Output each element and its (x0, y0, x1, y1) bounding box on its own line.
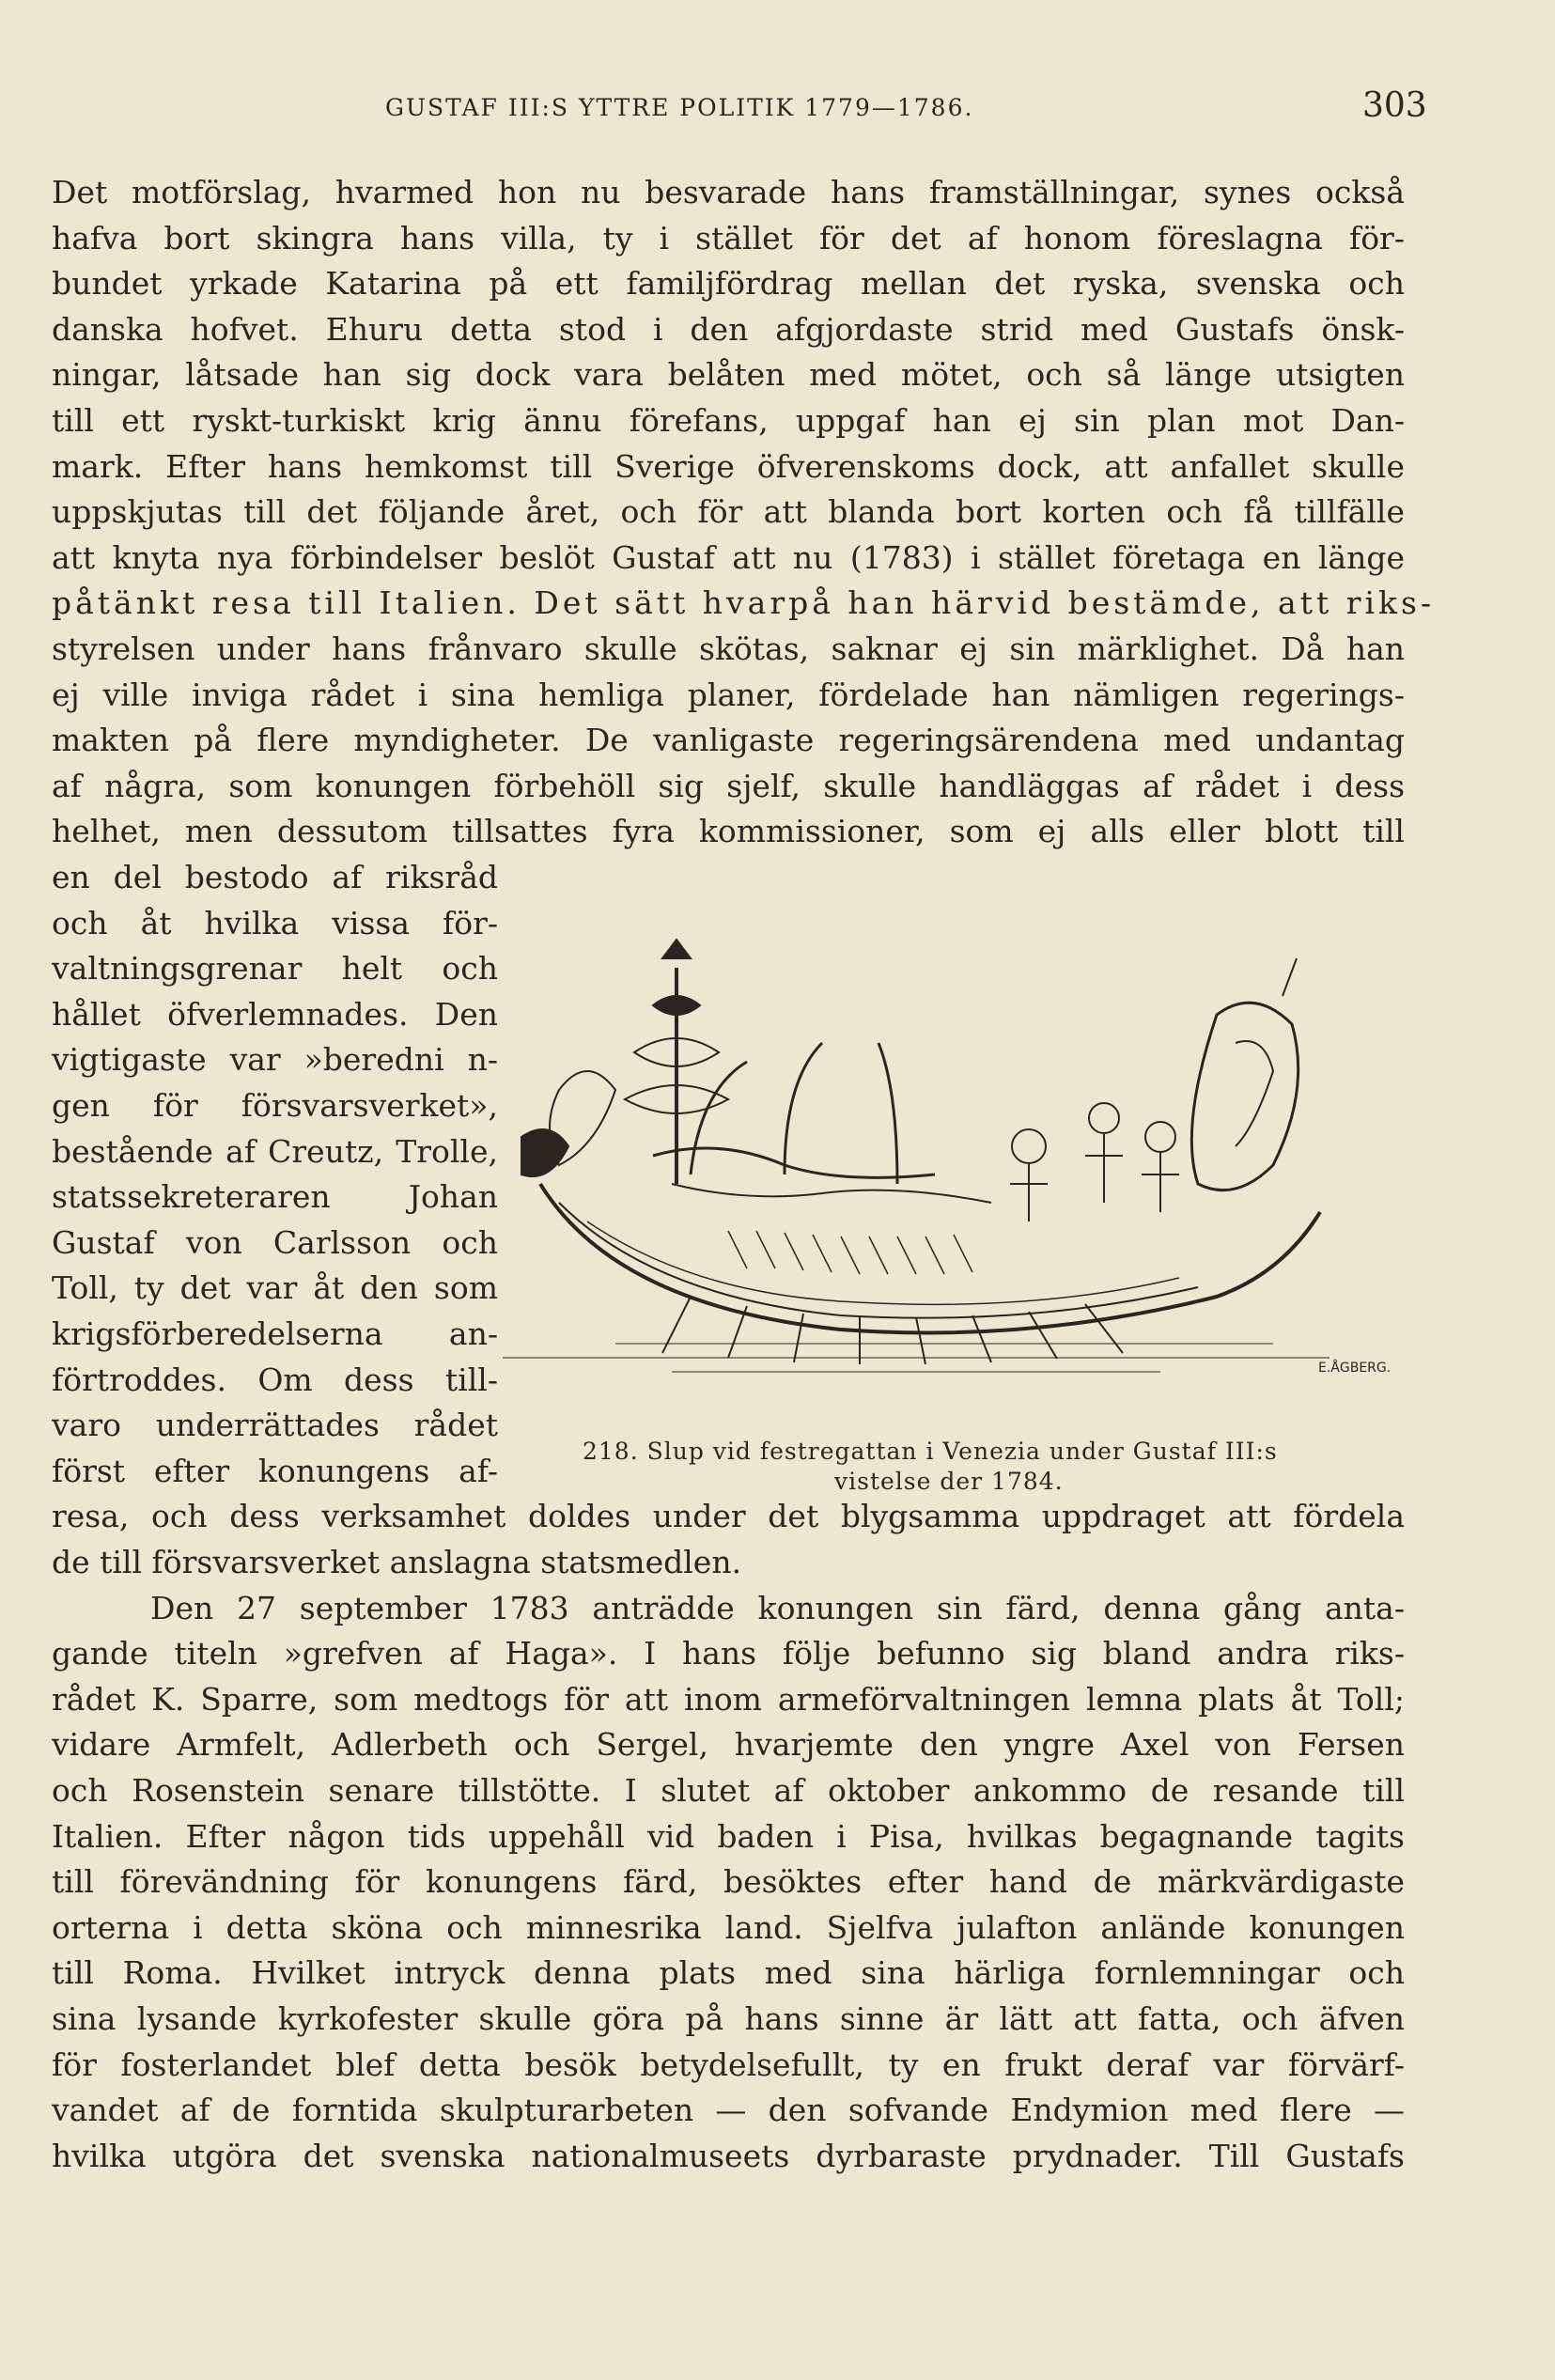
page-number: 303 (1362, 86, 1427, 125)
text-line: vigtigaste var »beredni n- (52, 1041, 498, 1079)
text-line: helhet, men dessutom tillsattes fyra kommissioner, som ej alls eller blott till (52, 813, 1405, 850)
text-line: uppskjutas till det följande året, och för att blanda bort korten och få tillfälle (52, 493, 1405, 531)
text-line: bestående af Creutz, Trolle, (52, 1132, 498, 1170)
text-line: att knyta nya förbindelser beslöt Gustaf att nu (1783) i stället företaga en länge (52, 538, 1405, 576)
text-line: hvilka utgöra det svenska nationalmuseets dyrbaraste prydnader. Till Gustafs (52, 2137, 1405, 2174)
text-line: gande titeln »grefven af Haga». I hans följe befunno sig bland andra riks- (52, 1635, 1405, 1672)
text-line: resa, och dess verksamhet doldes under det blygsamma uppdraget att fördela (52, 1498, 1405, 1535)
text-line: ej ville inviga rådet i sina hemliga planer, fördelade han nämligen regerings- (52, 676, 1405, 713)
text-line: förtroddes. Om dess till- (52, 1361, 498, 1398)
text-line: och Rosenstein senare tillstötte. I slutet af oktober ankommo de resande till (52, 1772, 1405, 1809)
text-line: först efter konungens af- (52, 1452, 498, 1489)
text-line: Den 27 september 1783 anträdde konungen sin färd, denna gång anta- (150, 1589, 1405, 1626)
text-line: till förevändning för konungens färd, besöktes efter hand de märkvärdigaste (52, 1863, 1405, 1901)
text-line: påtänkt resa till Italien. Det sätt hvarpå han härvid bestämde, att riks- (52, 584, 1436, 622)
text-line: Toll, ty det var åt den som (52, 1269, 498, 1307)
text-line: krigsförberedelserna an- (52, 1315, 498, 1352)
text-line: till Roma. Hvilket intryck denna plats med sina härliga fornlemningar och (52, 1954, 1405, 1992)
text-line: Italien. Efter någon tids uppehåll vid baden i Pisa, hvilkas begagnande tagits (52, 1817, 1405, 1855)
text-line: sina lysande kyrkofester skulle göra på hans sinne är lätt att fatta, och äfven (52, 2000, 1405, 2037)
text-line: statssekreteraren Johan (52, 1178, 498, 1216)
text-line: makten på flere myndigheter. De vanligaste regeringsärendena med undantag (52, 722, 1405, 759)
figure-caption-line2: vistelse der 1784. (834, 1468, 1064, 1495)
text-line: ningar, låtsade han sig dock vara belåten med mötet, och så länge utsigten (52, 356, 1405, 394)
text-line: en del bestodo af riksråd (52, 859, 498, 895)
text-line: styrelsen under hans frånvaro skulle skötas, saknar ej sin märklighet. Då han (52, 630, 1405, 667)
text-line: och åt hvilka vissa för- (52, 904, 498, 941)
text-line: Gustaf von Carlsson och (52, 1223, 498, 1261)
figure-caption-line1: 218. Slup vid festregattan i Venezia under Gustaf III:s (583, 1438, 1278, 1465)
text-line: för fosterlandet blef detta besök betydelsefullt, ty en frukt deraf var förvärf- (52, 2046, 1405, 2083)
text-line: de till försvarsverket anslagna statsmedlen. (52, 1544, 742, 1580)
text-line: orterna i detta sköna och minnesrika land. Sjelfva julafton anlände konungen (52, 1908, 1405, 1946)
text-line: vandet af de forntida skulpturarbeten — den sofvande Endymion med flere — (52, 2092, 1405, 2129)
text-line: gen för försvarsverket», (52, 1087, 498, 1124)
text-line: af några, som konungen förbehöll sig sjelf, skulle handläggas af rådet i dess (52, 767, 1405, 804)
text-line: vidare Armfelt, Adlerbeth och Sergel, hvarjemte den yngre Axel von Fersen (52, 1726, 1405, 1764)
boat-engraving (503, 902, 1392, 1381)
text-line: varo underrättades rådet (52, 1407, 498, 1444)
running-head: GUSTAF III:S YTTRE POLITIK 1779—1786. (385, 94, 974, 121)
engraver-signature: E.ÅGBERG. (1318, 1361, 1392, 1376)
text-line: danska hofvet. Ehuru detta stod i den afgjordaste strid med Gustafs önsk- (52, 310, 1405, 348)
text-line: hafva bort skingra hans villa, ty i stället för det af honom föreslagna för- (52, 219, 1405, 257)
text-line: bundet yrkade Katarina på ett familjfördrag mellan det ryska, svenska och (52, 265, 1405, 303)
text-line: Det motförslag, hvarmed hon nu besvarade hans framställningar, synes också (52, 174, 1405, 210)
text-line: mark. Efter hans hemkomst till Sverige öfverenskoms dock, att anfallet skulle (52, 447, 1405, 485)
text-line: till ett ryskt-turkiskt krig ännu förefans, uppgaf han ej sin plan mot Dan- (52, 402, 1405, 439)
text-line: rådet K. Sparre, som medtogs för att inom armeförvaltningen lemna plats åt Toll; (52, 1680, 1405, 1718)
text-line: hållet öfverlemnades. Den (52, 995, 498, 1033)
text-line: valtningsgrenar helt och (52, 950, 498, 988)
